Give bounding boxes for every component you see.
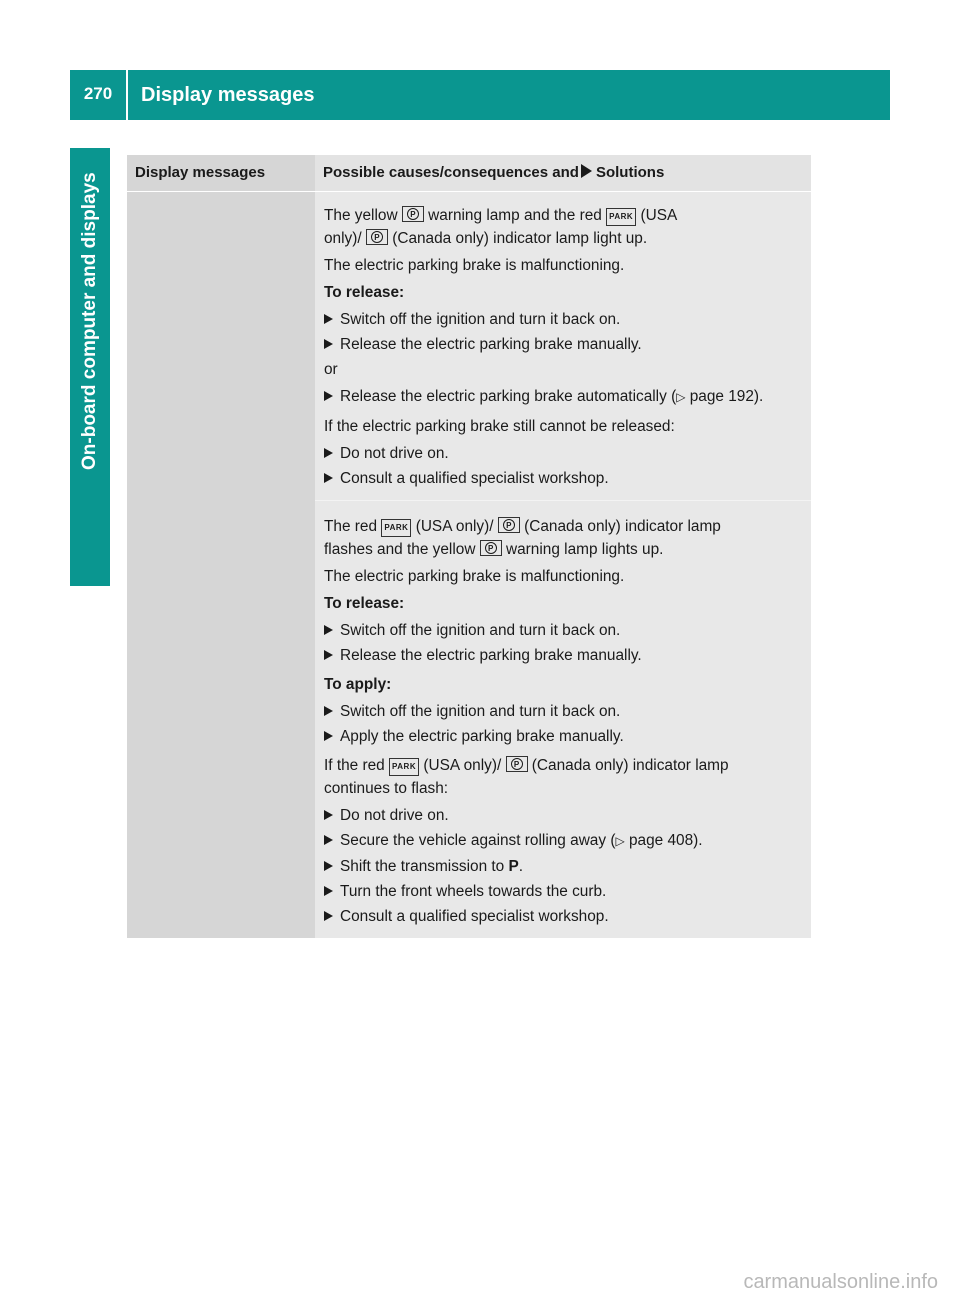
instruction-step: Consult a qualified specialist workshop. [324, 467, 803, 490]
brake-warning-icon: P [366, 229, 388, 245]
page-reference-link[interactable]: page 408). [628, 831, 703, 849]
arrow-icon [581, 164, 592, 178]
step-arrow-icon [324, 911, 333, 921]
col-header-solutions: Solutions [595, 164, 665, 182]
intro-paragraph [324, 515, 803, 561]
instruction-step: Secure the vehicle against rolling away (▷ page 408). [324, 829, 803, 853]
cause-text: The electric parking brake is malfunctioning. [324, 567, 625, 585]
page-ref-icon: ▷ [676, 389, 686, 404]
brake-warning-icon: P [498, 517, 520, 533]
flash-text: continues to flash: [324, 779, 449, 797]
intro-text: (USA only)/ [415, 517, 494, 535]
intro-text: only)/ [324, 229, 362, 247]
section-title: Display messages [141, 84, 315, 106]
solution-cell-1 [315, 191, 811, 500]
step-arrow-icon [324, 810, 333, 820]
instruction-step: Release the electric parking brake automatically (▷ page 192). [324, 385, 803, 409]
intro-text: warning lamp and the red [428, 206, 602, 224]
page-reference-link[interactable]: page 192). [689, 387, 764, 405]
flash-text: If the red [324, 756, 385, 774]
step-arrow-icon [324, 339, 333, 349]
instruction-step: Apply the electric parking brake manually. [324, 725, 803, 748]
flash-text: (USA only)/ [423, 756, 502, 774]
watermark: carmanualsonline.info [743, 1271, 938, 1293]
intro-text: flashes and the yellow [324, 540, 476, 558]
brake-warning-icon: P [402, 206, 424, 222]
brake-warning-icon: P [480, 540, 502, 556]
flash-text: (Canada only) indicator lamp [531, 756, 729, 774]
step-arrow-icon [324, 391, 333, 401]
release-heading: To release: [324, 283, 405, 301]
step-arrow-icon [324, 861, 333, 871]
intro-text: The yellow [324, 206, 398, 224]
park-icon: PARK [389, 758, 419, 776]
step-arrow-icon [324, 650, 333, 660]
side-tab-label-wrap [70, 148, 110, 586]
or-text: or [324, 360, 338, 378]
display-messages-table [127, 155, 811, 938]
col-header-causes: Possible causes/consequences and [323, 164, 579, 182]
instruction-step: Do not drive on. [324, 442, 803, 465]
apply-heading: To apply: [324, 675, 392, 693]
col-header-display-messages: Display messages [127, 155, 315, 191]
display-message-cell [127, 191, 315, 938]
still-cannot-text: If the electric parking brake still cannot be released: [324, 417, 675, 435]
intro-text: (Canada only) indicator lamp [524, 517, 721, 535]
page-header [70, 70, 890, 120]
instruction-step: Do not drive on. [324, 804, 803, 827]
step-arrow-icon [324, 706, 333, 716]
intro-text: (USA [640, 206, 678, 224]
instruction-step: Switch off the ignition and turn it back on. [324, 700, 803, 723]
intro-text: (Canada only) indicator lamp light up. [392, 229, 648, 247]
instruction-step: Switch off the ignition and turn it back on. [324, 308, 803, 331]
col-header-causes-solutions [315, 155, 811, 191]
intro-paragraph [324, 204, 803, 250]
step-arrow-icon [324, 835, 333, 845]
step-arrow-icon [324, 314, 333, 324]
instruction-step: Shift the transmission to P. [324, 855, 803, 878]
brake-warning-icon: P [506, 756, 528, 772]
park-icon: PARK [381, 519, 411, 537]
release-heading: To release: [324, 594, 405, 612]
step-arrow-icon [324, 886, 333, 896]
instruction-step: Turn the front wheels towards the curb. [324, 880, 803, 903]
intro-text: The red [324, 517, 378, 535]
page-number: 270 [83, 84, 113, 103]
instruction-step: Switch off the ignition and turn it back on. [324, 619, 803, 642]
instruction-step: Release the electric parking brake manually. [324, 644, 803, 667]
table-header-row [127, 155, 811, 191]
instruction-step: Consult a qualified specialist workshop. [324, 905, 803, 928]
step-arrow-icon [324, 731, 333, 741]
cause-text: The electric parking brake is malfunctioning. [324, 256, 625, 274]
solution-cell-2 [315, 500, 811, 938]
side-tab-label: On-board computer and displays [79, 172, 100, 470]
page-ref-icon: ▷ [615, 833, 625, 848]
step-arrow-icon [324, 473, 333, 483]
park-icon: PARK [606, 208, 636, 226]
flash-paragraph [324, 754, 803, 800]
instruction-step: Release the electric parking brake manually. [324, 333, 803, 356]
step-arrow-icon [324, 448, 333, 458]
intro-text: warning lamp lights up. [506, 540, 664, 558]
step-arrow-icon [324, 625, 333, 635]
table-row [127, 191, 811, 500]
